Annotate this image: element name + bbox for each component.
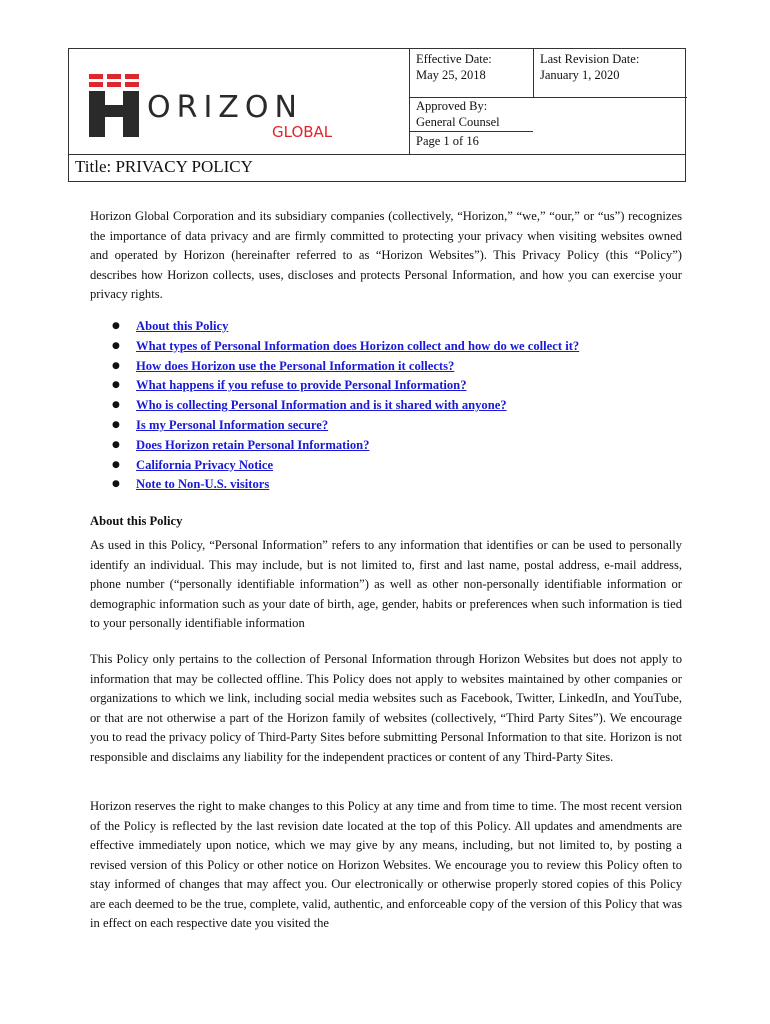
effective-date-cell: [409, 49, 533, 98]
toc-item: [112, 376, 579, 396]
intro-paragraph: Horizon Global Corporation and its subsidiary companies (collectively, “Horizon,” “we,” “our,” or “us”) recognizes the importance of data privacy and are firmly committed to protecting your privacy when visiting websites owned and operated by Horizon (hereinafter referred to as “Horizon Websites”). This Privacy Policy (this “Policy”) describes how Horizon collects, uses, discloses and protects Personal Information, and how you can exercise your privacy rights.: [90, 209, 682, 301]
logo-subtitle: GLOBAL: [272, 123, 333, 141]
paragraph-changes: Horizon reserves the right to make changes to this Policy at any time and from time to time. The most recent version of the Policy is reflected by the last revision date located at the top of this Policy. All updates and amendments are effective immediately upon notice, which we may give by any means, including, but not limited to, by posting a revised version of this Policy or other notice on Horizon Websites. We encourage you to review this Policy often to stay informed of changes that may affect you. Our electronically or otherwise properly stored copies of this Policy are each deemed to be the true, complete, valid, authentic, and enforceable copy of the version of this Policy that was in effect on each respective date you visited the: [90, 799, 682, 930]
last-revision-cell: [533, 49, 687, 98]
bullet-icon: ●: [112, 439, 120, 450]
table-of-contents: [112, 317, 579, 495]
toc-item: [112, 436, 579, 456]
toc-item: [112, 475, 579, 495]
logo-wordmark: ORIZON: [147, 90, 303, 125]
toc-link-refuse[interactable]: What happens if you refuse to provide Personal Information?: [136, 378, 467, 393]
toc-item: [112, 416, 579, 436]
approved-by-label: Approved By:: [416, 99, 488, 113]
bullet-icon: ●: [112, 419, 120, 430]
section-heading-about: About this Policy: [90, 514, 183, 528]
bullet-icon: ●: [112, 400, 120, 411]
approved-by-value: General Counsel: [416, 115, 500, 129]
toc-item: [112, 396, 579, 416]
paragraph-scope: This Policy only pertains to the collection of Personal Information through Horizon Websites but does not apply to information that may be collected offline. This Policy does not apply to websites maintained by other companies or organizations to which we link, including social media websites such as Facebook, Twitter, LinkedIn, and YouTube, or that are not otherwise a part of the Horizon family of websites (collectively, “Third Party Sites”). We encourage you to read the privacy policy of Third-Party Sites before submitting Personal Information to that site. Horizon is not responsible and disclaims any liability for the independent practices or content of any Third-Party Sites.: [90, 652, 682, 764]
logo-cell: [69, 49, 409, 154]
last-revision-value: January 1, 2020: [540, 68, 620, 82]
toc-link-california[interactable]: California Privacy Notice: [136, 457, 274, 472]
toc-item: [112, 337, 579, 357]
page-number: Page 1 of 16: [416, 134, 479, 148]
toc-link-types[interactable]: What types of Personal Information does Horizon collect and how do we collect it?: [136, 338, 580, 353]
toc-link-use[interactable]: How does Horizon use the Personal Information it collects?: [136, 358, 455, 373]
bullet-icon: ●: [112, 459, 120, 470]
bullet-icon: ●: [112, 360, 120, 371]
toc-link-sharing[interactable]: Who is collecting Personal Information and is it shared with anyone?: [136, 398, 507, 413]
bullet-icon: ●: [112, 479, 120, 490]
toc-link-non-us[interactable]: Note to Non-U.S. visitors: [136, 477, 270, 492]
toc-link-about[interactable]: About this Policy: [136, 319, 229, 333]
paragraph-about: As used in this Policy, “Personal Information” refers to any information that identifies or can be used to personally identify an individual. This may include, but is not limited to, first and last name, postal address, e-mail address, phone number (“personally identifiable information”) as well as other non-personally identifiable information or demographic information such as your date of birth, age, gender, habits or preferences when such information is tied to your personally identifiable information: [90, 538, 682, 630]
toc-item: [112, 317, 579, 337]
toc-link-secure[interactable]: Is my Personal Information secure?: [136, 417, 329, 432]
effective-date-label: Effective Date:: [416, 52, 492, 66]
last-revision-label: Last Revision Date:: [540, 52, 640, 66]
approved-by-cell: [409, 98, 533, 132]
horizon-global-logo: [87, 69, 387, 149]
document-header-table: [68, 48, 686, 182]
bullet-icon: ●: [112, 380, 120, 391]
toc-link-retain[interactable]: Does Horizon retain Personal Information?: [136, 437, 370, 452]
page-number-cell: [409, 132, 533, 154]
effective-date-value: May 25, 2018: [416, 68, 486, 82]
toc-item: [112, 357, 579, 377]
document-title: Title: PRIVACY POLICY: [69, 154, 685, 182]
bullet-icon: ●: [112, 321, 120, 331]
toc-item: [112, 456, 579, 476]
bullet-icon: ●: [112, 340, 120, 351]
